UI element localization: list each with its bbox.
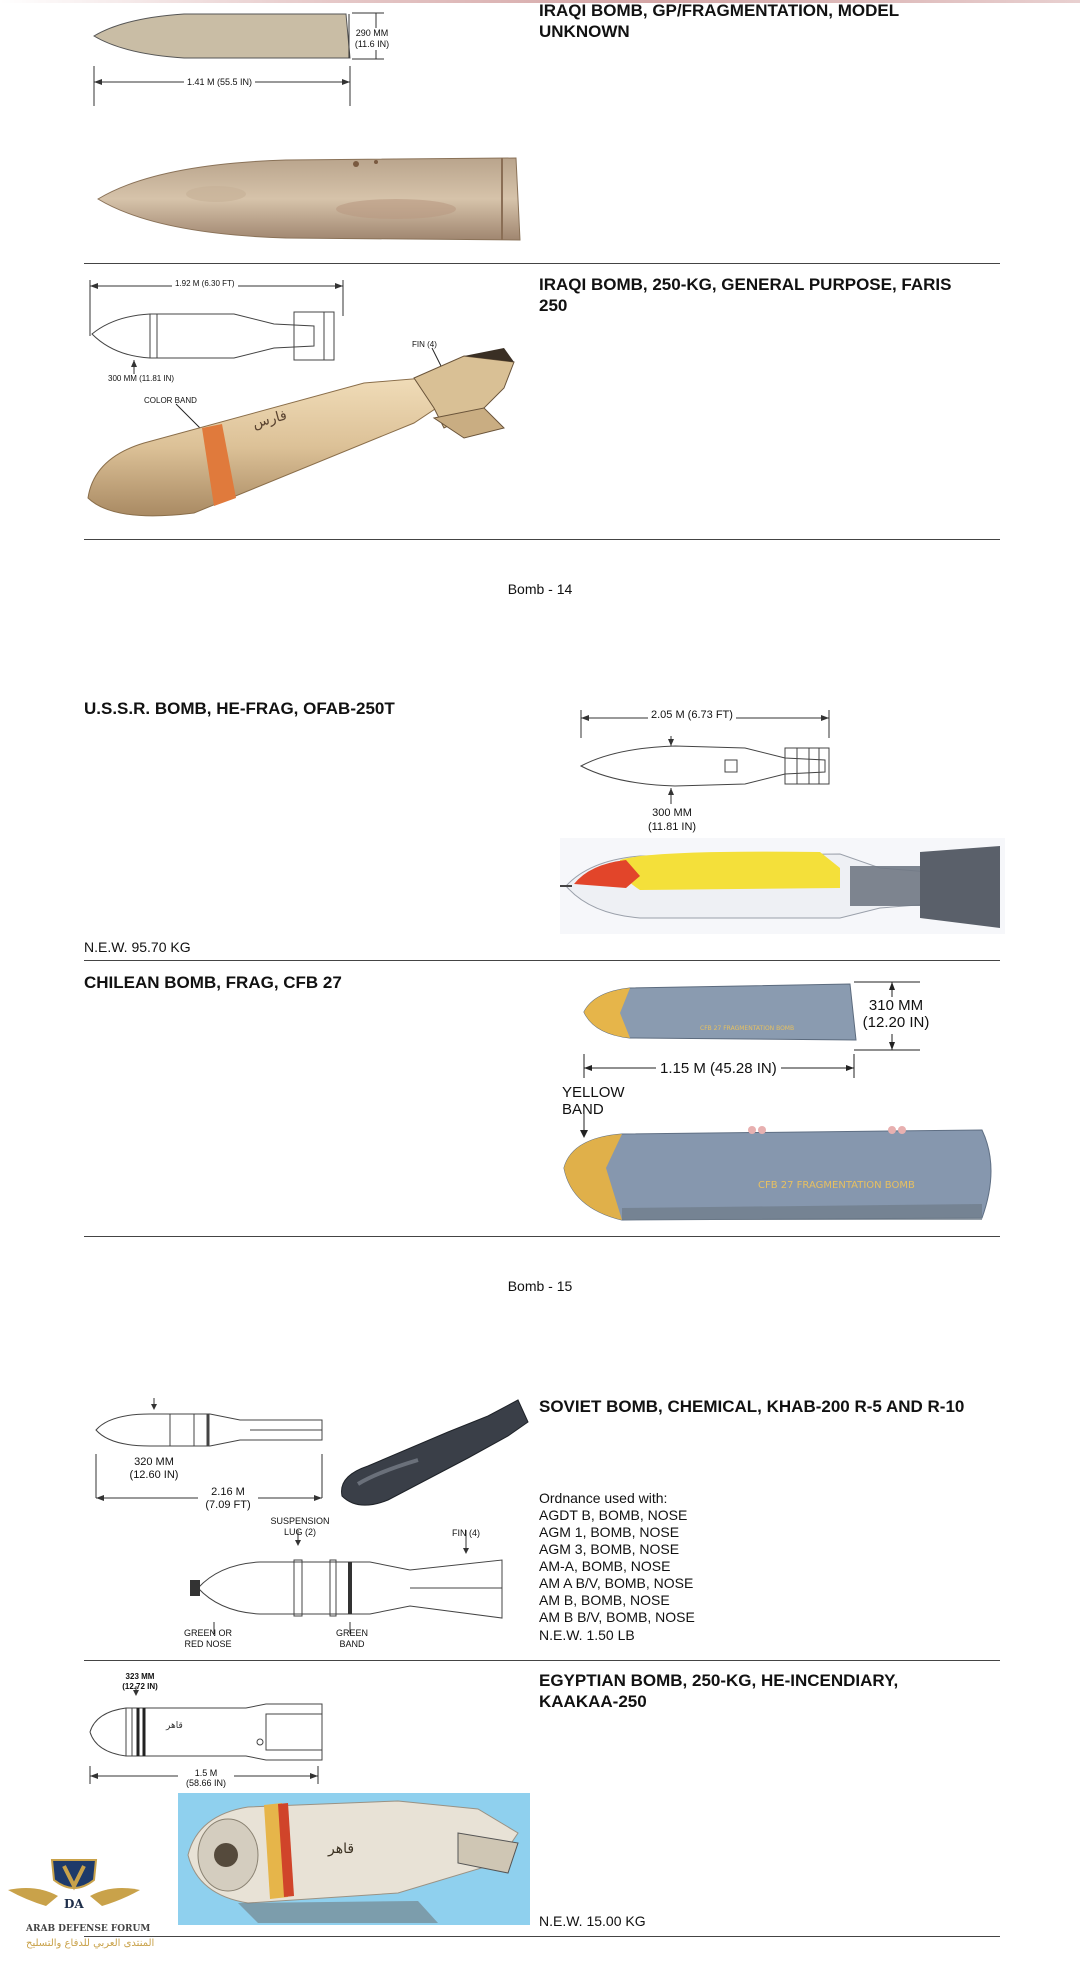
iraqi-gp-dim-length: 1.41 M (55.5 IN) (184, 77, 255, 87)
khab-title: SOVIET BOMB, CHEMICAL, KHAB-200 R-5 AND R-10 (539, 1397, 965, 1416)
khab-ordnance-item: AM A B/V, BOMB, NOSE (539, 1575, 694, 1591)
watermark-line-2: المنتدى العربي للدفاع والتسليح (26, 1938, 155, 1949)
cfb-label-band-b: BAND (562, 1101, 604, 1118)
iraqi-gp-line-drawing (84, 8, 404, 108)
khab-ordnance-item: AM B B/V, BOMB, NOSE (539, 1609, 695, 1625)
khab-new: N.E.W. 1.50 LB (539, 1627, 635, 1643)
kaakaa-new: N.E.W. 15.00 KG (539, 1913, 646, 1929)
khab-ordnance-heading: Ordnance used with: (539, 1490, 668, 1506)
divider-4 (84, 1236, 1000, 1237)
iraqi-gp-dim-diameter-b: (11.6 IN) (354, 39, 390, 49)
ofab-dim-diameter-b: (11.81 IN) (647, 821, 697, 833)
faris-title-2: 250 (539, 296, 568, 315)
ofab-line-drawing (575, 708, 845, 818)
watermark-line-1: ARAB DEFENSE FORUM (26, 1924, 151, 1934)
page-label-15: Bomb - 15 (507, 1278, 573, 1294)
khab-label-lug-a: SUSPENSION (270, 1516, 330, 1526)
ofab-dim-length: 2.05 M (6.73 FT) (648, 709, 736, 721)
khab-dim-diameter-b: (12.60 IN) (129, 1469, 179, 1481)
faris-label-fin: FIN (4) (412, 340, 437, 349)
cfb-dim-diameter-b: (12.20 IN) (862, 1014, 930, 1031)
cfb-dim-length: 1.15 M (45.28 IN) (656, 1060, 781, 1077)
faris-dim-length: 1.92 M (6.30 FT) (172, 279, 238, 288)
watermark-logo-mark: DA (64, 1897, 84, 1911)
ofab-photo (560, 838, 1005, 934)
khab-ordnance-item: AGM 3, BOMB, NOSE (539, 1541, 680, 1557)
iraqi-gp-title-1: IRAQI BOMB, GP/FRAGMENTATION, MODEL (539, 1, 900, 20)
ofab-title: U.S.S.R. BOMB, HE-FRAG, OFAB-250T (84, 699, 395, 718)
cfb-title: CHILEAN BOMB, FRAG, CFB 27 (84, 973, 342, 992)
khab-label-band-b: BAND (339, 1639, 365, 1649)
iraqi-gp-photo (96, 154, 526, 244)
cfb-label-band-a: YELLOW (562, 1084, 625, 1101)
khab-ordnance-item: AGM 1, BOMB, NOSE (539, 1524, 680, 1540)
faris-label-band: COLOR BAND (144, 396, 197, 405)
watermark-logo (6, 1856, 142, 1922)
kaakaa-dim-length-a: 1.5 M (194, 1768, 218, 1778)
faris-photo (84, 348, 534, 523)
ofab-new: N.E.W. 95.70 KG (84, 939, 191, 955)
khab-dim-length-b: (7.09 FT) (205, 1499, 251, 1511)
kaakaa-title-2: KAAKAA-250 (539, 1692, 647, 1711)
faris-title-1: IRAQI BOMB, 250-KG, GENERAL PURPOSE, FARIS (539, 275, 952, 294)
page-label-14: Bomb - 14 (507, 581, 573, 597)
khab-label-nose-b: RED NOSE (184, 1639, 232, 1649)
khab-ordnance-item: AM-A, BOMB, NOSE (539, 1558, 671, 1574)
ofab-dim-diameter-a: 300 MM (652, 807, 692, 819)
divider-3 (84, 960, 1000, 961)
khab-ordnance-item: AM B, BOMB, NOSE (539, 1592, 670, 1608)
kaakaa-title-1: EGYPTIAN BOMB, 250-KG, HE-INCENDIARY, (539, 1671, 899, 1690)
svg-text:قاهر: قاهر (166, 1721, 183, 1731)
kaakaa-photo (178, 1793, 530, 1925)
cfb-dim-diameter-a: 310 MM (868, 997, 924, 1014)
faris-dim-diameter: 300 MM (11.81 IN) (108, 374, 175, 383)
kaakaa-dim-diameter-b: (12.72 IN) (122, 1682, 158, 1691)
khab-dim-diameter-a: 320 MM (134, 1456, 174, 1468)
divider-6 (84, 1936, 1000, 1937)
svg-text:فارس: فارس (250, 407, 289, 432)
cfb-body-marking: CFB 27 FRAGMENTATION BOMB (758, 1180, 915, 1191)
khab-label-fin: FIN (4) (452, 1528, 480, 1538)
khab-photo (338, 1396, 530, 1512)
svg-text:قاهر: قاهر (328, 1841, 355, 1857)
iraqi-gp-title-2: UNKNOWN (539, 22, 630, 41)
iraqi-gp-dim-diameter-a: 290 MM (355, 28, 389, 38)
khab-label-lug-b: LUG (2) (283, 1527, 316, 1537)
svg-text:CFB 27 FRAGMENTATION BOMB: CFB 27 FRAGMENTATION BOMB (700, 1025, 795, 1032)
kaakaa-dim-length-b: (58.66 IN) (185, 1778, 227, 1788)
divider-5 (84, 1660, 1000, 1661)
khab-dim-length-a: 2.16 M (211, 1486, 245, 1498)
divider-1 (84, 263, 1000, 264)
khab-label-band-a: GREEN (335, 1628, 368, 1638)
khab-ordnance-item: AGDT B, BOMB, NOSE (539, 1507, 688, 1523)
kaakaa-dim-diameter-a: 323 MM (125, 1672, 155, 1681)
divider-2 (84, 539, 1000, 540)
khab-label-nose-a: GREEN OR (183, 1628, 232, 1638)
cfb-photo (562, 1108, 1002, 1222)
